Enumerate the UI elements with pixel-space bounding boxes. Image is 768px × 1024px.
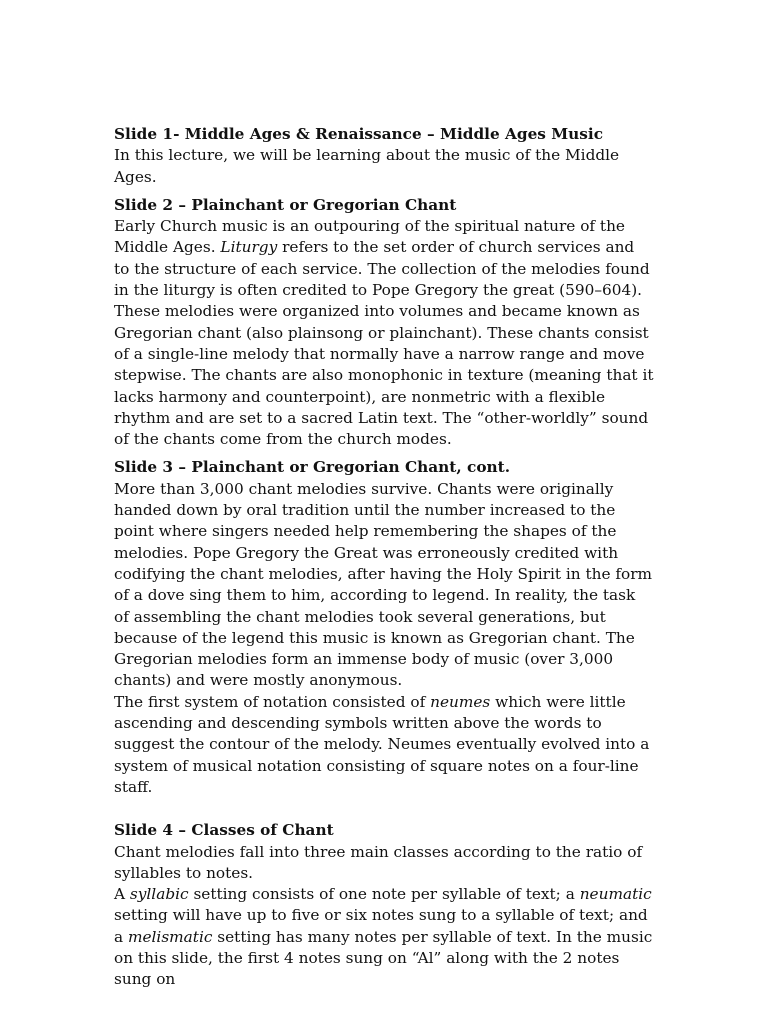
slide-1-paragraph — [114, 145, 654, 188]
slide-2-heading: Slide 2 – Plainchant or Gregorian Chant — [114, 195, 457, 214]
text-run: Chant melodies fall into three main classes according to the ratio of syllables to notes. — [114, 842, 643, 882]
slide-3-heading: Slide 3 – Plainchant or Gregorian Chant, cont. — [114, 458, 511, 477]
slide-4-paragraph-2 — [114, 884, 654, 990]
text-run: which were little ascending and descending symbols written above the words to suggest the contour of the melody. Neumes eventually evolved into a system of musical notation consisting of square notes on a four-line staff. — [114, 692, 650, 796]
slide-4-heading: Slide 4 – Classes of Chant — [114, 821, 334, 840]
document-page — [114, 124, 654, 991]
italic-term-syllabic: syllabic — [129, 885, 189, 904]
text-run: refers to the set order of church services and to the structure of each service. The collection of the melodies found in the liturgy is often credited to Pope Gregory the great (590–604). These melodies were organized into volumes and became known as Gregorian chant (also plainsong or plainchant). These chants consist of a single-line melody that normally have a narrow range and move stepwise. The chants are also monophonic in texture (meaning that it lacks harmony and counterpoint), are nonmetric with a flexible rhythm and are set to a sacred Latin text. The “other-worldly” sound of the chants come from the church modes. — [114, 238, 654, 449]
italic-term-liturgy: Liturgy — [220, 238, 278, 257]
text-run: A — [114, 885, 130, 904]
slide-4-paragraph-1 — [114, 842, 654, 885]
text-run: More than 3,000 chant melodies survive. Chants were originally handed down by oral tradition until the number increased to the point where singers needed help remembering the shapes of the melodies. Pope Gregory the Great was erroneously credited with codifying the chant melodies, after having the Holy Spirit in the form of a dove sing them to him, according to legend. In reality, the task of assembling the chant melodies took several generations, but because of the legend this music is known as Gregorian chant. The Gregorian melodies form an immense body of music (over 3,000 chants) and were mostly anonymous. — [114, 479, 653, 690]
text-run: setting consists of one note per syllable of text; a — [188, 885, 580, 904]
slide-3-section — [114, 457, 654, 798]
slide-2-paragraph — [114, 216, 654, 450]
slide-4-section — [114, 820, 654, 990]
text-run: In this lecture, we will be learning about the music of the Middle Ages. — [114, 146, 620, 186]
text-run: setting will have up to five or six notes sung to a syllable of text; and a — [114, 906, 648, 946]
text-run: setting has many notes per syllable of text. In the music on this slide, the first 4 notes sung on “Al” along with the 2 notes sung on — [114, 927, 653, 989]
slide-1-heading: Slide 1- Middle Ages & Renaissance – Middle Ages Music — [114, 125, 604, 143]
italic-term-neumes: neumes — [430, 692, 491, 711]
slide-3-paragraph-1 — [114, 479, 654, 692]
slide-1-section — [114, 124, 654, 188]
italic-term-melismatic: melismatic — [127, 927, 213, 946]
slide-2-section — [114, 195, 654, 451]
text-run: The first system of notation consisted of — [114, 692, 431, 711]
text-run: Early Church music is an outpouring of the spiritual nature of the Middle Ages. — [114, 217, 625, 257]
slide-3-paragraph-2 — [114, 692, 654, 798]
italic-term-neumatic: neumatic — [579, 885, 652, 904]
